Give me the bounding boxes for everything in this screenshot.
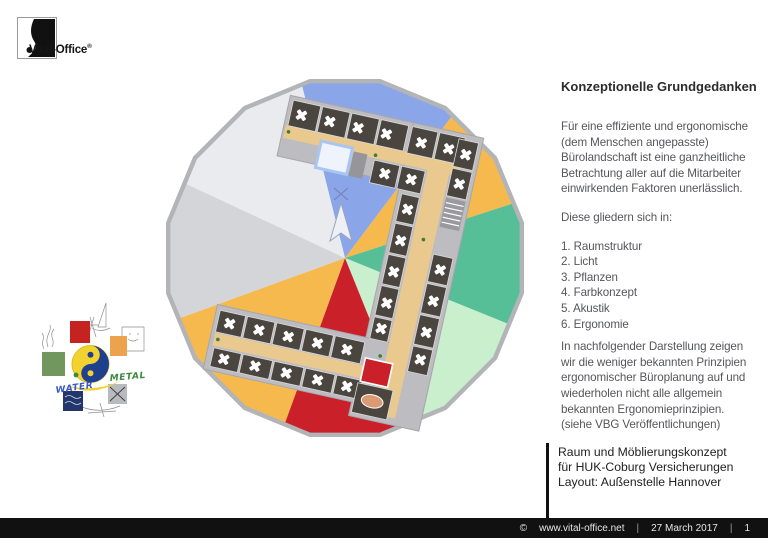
intro-paragraph	[561, 119, 766, 197]
footer-separator: |	[729, 522, 733, 534]
stairwell-red-room	[360, 358, 393, 387]
footer-separator: |	[636, 522, 640, 534]
closing-line: ergonomischer Büroplanung auf und	[561, 371, 746, 385]
right-text-column	[561, 79, 766, 433]
footer-page-number: 1	[744, 522, 750, 534]
intro-line: (dem Menschen angepasste)	[561, 135, 709, 149]
footer-bar	[0, 518, 768, 538]
project-line-concept: Raum und Möblierungskonzept	[558, 445, 727, 459]
closing-line: bekannten Ergonomieprinzipien.	[561, 402, 725, 416]
metal-gray-square	[108, 384, 127, 404]
fire-red-square	[70, 321, 90, 343]
intro-line: Bürolandschaft ist eine ganzheitliche	[561, 151, 746, 165]
project-block-accent-bar	[546, 443, 549, 518]
closing-line: In nachfolgender Darstellung zeigen	[561, 340, 744, 354]
closing-line: wir die weniger bekannten Prinzipien	[561, 355, 747, 369]
intro-line: Für eine effiziente und ergonomische	[561, 120, 748, 133]
footer-date: 27 March 2017	[651, 522, 718, 534]
list-item-raumstruktur: 1. Raumstruktur	[561, 239, 642, 253]
list-item-licht: 2. Licht	[561, 255, 598, 269]
project-line-client: für HUK-Coburg Versicherungen	[558, 460, 734, 474]
list-item-farbkonzept: 4. Farbkonzept	[561, 286, 637, 300]
intro-line: Betrachtung aller auf die Mitarbeiter	[561, 166, 741, 180]
list-item-akustik: 5. Akustik	[561, 301, 610, 315]
water-label: WATER	[55, 380, 94, 396]
plant-sketch	[42, 325, 54, 349]
list-item-ergonomie: 6. Ergonomie	[561, 317, 629, 331]
wood-green-square	[42, 352, 65, 376]
closing-line: wiederholen nicht alle allgemein	[561, 386, 723, 400]
boat-sketch	[92, 303, 110, 331]
list-intro: Diese gliedern sich in:	[561, 210, 673, 224]
page-title: Konzeptionelle Grundgedanken	[561, 79, 757, 94]
closing-paragraph	[561, 339, 766, 433]
footer-url: www.vital-office.net	[539, 522, 625, 534]
closing-line: (siehe VBG Veröffentlichungen)	[561, 418, 721, 432]
factor-list	[561, 239, 766, 333]
earth-orange-square	[110, 336, 127, 356]
logo-brand-name: Vital-Office	[29, 43, 88, 56]
copyright-symbol: ©	[519, 522, 528, 534]
five-elements-collage	[30, 295, 170, 425]
metal-label: METAL	[109, 370, 147, 384]
list-item-pflanzen: 3. Pflanzen	[561, 270, 618, 284]
logo-registered-mark: ®	[87, 43, 92, 50]
yin-yang-icon	[72, 346, 109, 383]
intro-line: einwirkenden Faktoren unerlässlich.	[561, 182, 743, 196]
pen-sketch	[82, 403, 120, 417]
project-description	[558, 445, 733, 490]
project-line-layout: Layout: Außenstelle Hannover	[558, 475, 722, 489]
